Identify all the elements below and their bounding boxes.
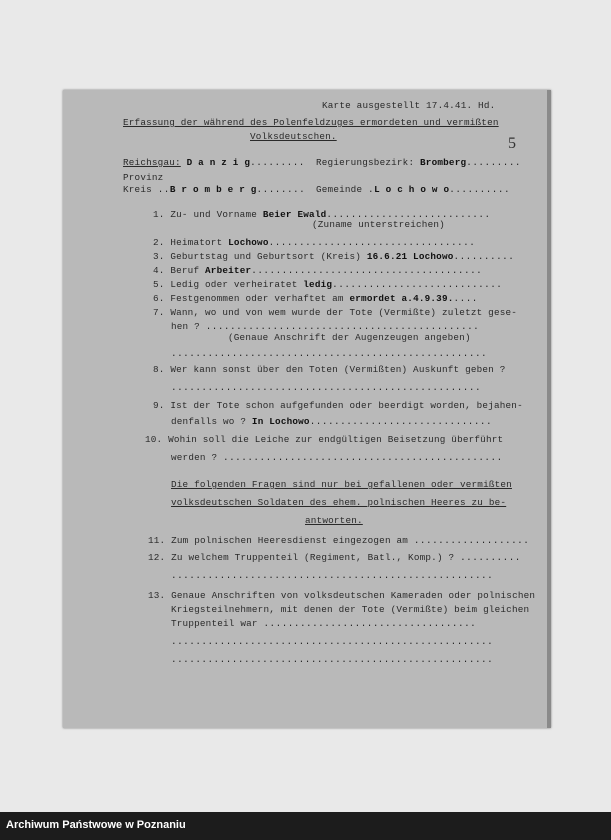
kreis-label: Kreis (123, 184, 152, 195)
q6-value: ermordet a.4.9.39. (349, 293, 454, 304)
q7-blank-line: .................................................... (171, 348, 488, 359)
q13-line-2: Kriegsteilnehmern, mit denen der Tote (Vermißte) beim gleichen (171, 604, 530, 615)
q2-row: 2. Heimatort Lochowo.................................. (153, 237, 476, 248)
archive-footer (0, 812, 611, 840)
q7-label-2: hen ? (171, 321, 200, 332)
title-line-1: Erfassung der während des Polenfeldzuges ermordeten und vermißten (123, 117, 499, 128)
q11-row: 11. Zum polnischen Heeresdienst eingezogen am ................... (148, 535, 530, 546)
q12-blank-line: ..................................................... (171, 570, 494, 581)
q1-value: Beier Ewald (262, 209, 327, 220)
notice-line-3: antworten. (305, 515, 363, 526)
q13-line-3: Truppenteil war ................................... (171, 618, 477, 629)
q10-line-1: 10. Wohin soll die Leiche zur endgültigen Beisetzung überführt (145, 434, 504, 445)
q12-row: 12. Zu welchem Truppenteil (Regiment, Batl., Komp.) ? .......... (148, 552, 521, 563)
q7-line-1: 7. Wann, wo und von wem wurde der Tote (Vermißte) zuletzt gese- (153, 307, 518, 318)
q3-value: 16.6.21 Lochowo (366, 251, 454, 262)
q5-label: 5. Ledig oder verheiratet (153, 279, 298, 290)
q9-label-2: denfalls wo ? (171, 416, 247, 427)
q7-hint: (Genaue Anschrift der Augenzeugen angeben) (228, 332, 471, 343)
q9-line-1: 9. Ist der Tote schon aufgefunden oder beerdigt worden, bejahen- (153, 400, 523, 411)
kreis-row: Kreis ..B r o m b e r g........ (123, 184, 306, 195)
q10-line-2: werden ? .............................................. (171, 452, 503, 463)
regierungsbezirk-label: Regierungsbezirk: (316, 157, 415, 168)
reichsgau-value: D a n z i g (186, 157, 251, 168)
q6-label: 6. Festgenommen oder verhaftet am (153, 293, 344, 304)
regierungsbezirk-row: Regierungsbezirk: Bromberg......... (316, 157, 521, 168)
q9-line-2: denfalls wo ? In Lochowo.............................. (171, 416, 493, 427)
reichsgau-row: Reichsgau: D a n z i g......... (123, 157, 305, 168)
archive-name: Archiwum Państwowe w Poznaniu (6, 819, 186, 831)
q1-hint: (Zuname unterstreichen) (312, 219, 445, 230)
kreis-value: B r o m b e r g (169, 184, 257, 195)
handwritten-mark: 5 (508, 135, 516, 152)
q13-label-3: Truppenteil war (171, 618, 258, 629)
q5-row: 5. Ledig oder verheiratet ledig............................ (153, 279, 503, 290)
q5-value: ledig (303, 279, 333, 290)
q3-row: 3. Geburtstag und Geburtsort (Kreis) 16.6.21 Lochowo.......... (153, 251, 515, 262)
q3-label: 3. Geburtstag und Geburtsort (Kreis) (153, 251, 362, 262)
title-line-2: Volksdeutschen. (250, 131, 337, 142)
q8-label: 8. Wer kann sonst über den Toten (Vermißten) Auskunft geben ? (153, 364, 506, 375)
q13-blank-line-1: ..................................................... (171, 636, 494, 647)
q1-row: 1. Zu- und Vorname Beier Ewald........................... (153, 209, 491, 220)
q9-value: In Lochowo (251, 416, 310, 427)
regierungsbezirk-value: Bromberg (420, 157, 467, 168)
q2-value: Lochowo (228, 237, 269, 248)
q13-blank-line-2: ..................................................... (171, 654, 494, 665)
q11-label: 11. Zum polnischen Heeresdienst eingezogen am (148, 535, 409, 546)
q1-label: 1. Zu- und Vorname (153, 209, 258, 220)
provinz-label: Provinz (123, 172, 164, 183)
q6-row: 6. Festgenommen oder verhaftet am ermordet a.4.9.39..... (153, 293, 478, 304)
q4-value: Arbeiter (205, 265, 252, 276)
gemeinde-label: Gemeinde (316, 184, 363, 195)
notice-line-2: volksdeutschen Soldaten des ehem. polnischen Heeres zu be- (171, 497, 507, 508)
q2-label: 2. Heimatort (153, 237, 223, 248)
gemeinde-row: Gemeinde .L o c h o w o.......... (316, 184, 511, 195)
notice-line-1: Die folgenden Fragen sind nur bei gefallenen oder vermißten (171, 479, 512, 490)
q4-label: 4. Beruf (153, 265, 200, 276)
header-note: Karte ausgestellt 17.4.41. Hd. (322, 100, 496, 111)
gemeinde-value: L o c h o w o (374, 184, 450, 195)
q7-line-2: hen ? ............................................. (171, 321, 480, 332)
q12-label: 12. Zu welchem Truppenteil (Regiment, Batl., Komp.) ? (148, 552, 455, 563)
q4-row: 4. Beruf Arbeiter...................................... (153, 265, 483, 276)
reichsgau-label: Reichsgau: (123, 157, 181, 168)
q13-line-1: 13. Genaue Anschriften von volksdeutschen Kameraden oder polnischen (148, 590, 536, 601)
q8-blank-line: ................................................... (171, 382, 482, 393)
q10-label-2: werden ? (171, 452, 218, 463)
